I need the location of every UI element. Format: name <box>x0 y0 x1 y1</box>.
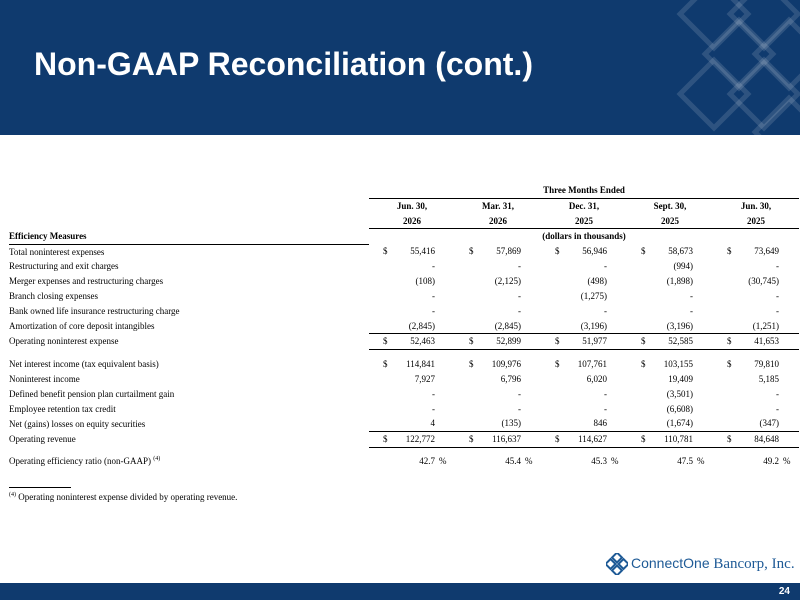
currency-symbol: $ <box>455 334 469 350</box>
currency-symbol: $ <box>469 246 474 257</box>
spacer-cell <box>521 319 541 334</box>
currency-symbol <box>713 274 727 289</box>
spacer-cell <box>607 244 627 259</box>
footnote-marker: (4) <box>9 492 16 498</box>
value-cell: 4 <box>430 418 435 429</box>
spacer-cell <box>693 334 713 350</box>
spacer-cell <box>607 304 627 319</box>
footnote-text: Operating noninterest expense divided by operating revenue. <box>18 492 238 502</box>
currency-symbol <box>369 304 383 319</box>
currency-symbol: $ <box>627 334 641 350</box>
currency-symbol: $ <box>713 334 727 350</box>
value-cell: 51,977 <box>555 334 607 350</box>
row-label: Bank owned life insurance restructuring charge <box>9 305 180 316</box>
currency-symbol: $ <box>713 432 727 448</box>
percent-symbol: % <box>611 456 619 467</box>
value-cell: 5,185 <box>758 374 779 385</box>
ratio-label-cell <box>9 454 369 469</box>
spacer-cell <box>627 454 641 469</box>
currency-symbol <box>455 274 469 289</box>
connectone-logo-icon <box>606 553 628 575</box>
spacer-cell <box>779 259 799 274</box>
row-label: Operating noninterest expense <box>9 336 119 347</box>
value-cell: 107,761 <box>577 359 607 370</box>
currency-symbol <box>455 259 469 274</box>
currency-symbol <box>541 387 555 402</box>
spacer-cell <box>521 259 541 274</box>
spacer-cell <box>521 304 541 319</box>
row-label: Total noninterest expenses <box>9 246 105 257</box>
ratio-label: Operating efficiency ratio (non-GAAP) <box>9 456 152 467</box>
value-cell: - <box>518 291 521 302</box>
currency-symbol <box>541 304 555 319</box>
spacer-cell <box>693 357 713 372</box>
value-cell: - <box>604 403 607 414</box>
value-cell: (1,674) <box>666 418 693 429</box>
currency-symbol <box>627 289 641 304</box>
currency-symbol <box>455 387 469 402</box>
column-header-row <box>9 214 799 229</box>
spacer-cell <box>521 416 541 431</box>
currency-symbol <box>627 319 641 334</box>
currency-symbol: $ <box>627 432 641 448</box>
units-label: (dollars in thousands) <box>542 231 626 242</box>
footnote-divider <box>9 487 71 488</box>
currency-symbol: $ <box>469 359 474 370</box>
percent-symbol: % <box>525 456 533 467</box>
value-cell: (30,745) <box>748 276 779 287</box>
value-cell: - <box>690 291 693 302</box>
currency-symbol <box>455 289 469 304</box>
currency-symbol <box>541 259 555 274</box>
value-cell: 79,810 <box>754 359 779 370</box>
spacer-cell <box>779 372 799 387</box>
spacer-cell <box>521 244 541 259</box>
value-cell: 52,899 <box>469 334 521 350</box>
value-cell: (3,196) <box>666 320 693 331</box>
currency-symbol <box>541 274 555 289</box>
table-row <box>9 372 799 387</box>
currency-symbol <box>455 402 469 417</box>
currency-symbol: $ <box>641 246 646 257</box>
spacer-cell <box>779 319 799 334</box>
spacer-cell <box>435 334 455 350</box>
spacer-cell <box>693 372 713 387</box>
column-header: 2026 <box>455 214 541 229</box>
ratio-value: 49.2 <box>763 456 779 467</box>
page-number: 24 <box>778 586 790 597</box>
currency-symbol <box>369 387 383 402</box>
value-cell: 57,869 <box>496 246 521 257</box>
spacer-cell <box>521 334 541 350</box>
spacer-cell <box>713 454 727 469</box>
value-cell: - <box>776 261 779 272</box>
spacer-cell <box>9 183 369 198</box>
reconciliation-table <box>9 183 799 469</box>
currency-symbol <box>713 416 727 431</box>
column-header: 2025 <box>627 214 713 229</box>
table-row <box>9 334 799 350</box>
company-name <box>631 555 795 573</box>
currency-symbol: $ <box>455 432 469 448</box>
table-row <box>9 319 799 334</box>
table-row <box>9 259 799 274</box>
value-cell: (2,845) <box>408 320 435 331</box>
spacer-cell <box>693 244 713 259</box>
value-cell: 6,796 <box>500 374 521 385</box>
value-cell: (6,608) <box>666 403 693 414</box>
spacer-cell <box>607 259 627 274</box>
spacer-cell <box>435 304 455 319</box>
spacer-cell <box>607 372 627 387</box>
currency-symbol <box>455 304 469 319</box>
value-cell: 110,781 <box>641 432 693 448</box>
spacer-cell <box>541 454 555 469</box>
spacer-cell <box>693 274 713 289</box>
row-label: Net (gains) losses on equity securities <box>9 418 146 429</box>
value-cell: 7,927 <box>414 374 435 385</box>
value-cell: 58,673 <box>668 246 693 257</box>
row-label: Amortization of core deposit intangibles <box>9 320 155 331</box>
currency-symbol: $ <box>369 432 383 448</box>
value-cell: - <box>776 291 779 302</box>
footer-bar <box>0 583 800 600</box>
page-title: Non-GAAP Reconciliation (cont.) <box>34 46 533 82</box>
column-header: 2026 <box>369 214 455 229</box>
value-cell: 114,841 <box>406 359 435 370</box>
spacer-cell <box>693 387 713 402</box>
value-cell: - <box>604 388 607 399</box>
spacer-cell <box>435 274 455 289</box>
spacer-cell <box>779 304 799 319</box>
value-cell: - <box>776 403 779 414</box>
value-cell: - <box>518 305 521 316</box>
company-logo <box>606 553 795 575</box>
value-cell: 103,155 <box>663 359 693 370</box>
group-header-row <box>9 183 799 198</box>
column-header: 2025 <box>713 214 799 229</box>
value-cell: 52,463 <box>383 334 435 350</box>
currency-symbol <box>369 259 383 274</box>
value-cell: 73,649 <box>754 246 779 257</box>
percent-symbol: % <box>439 456 447 467</box>
spacer-cell <box>435 289 455 304</box>
row-label: Net interest income (tax equivalent basis) <box>9 359 159 370</box>
table-row <box>9 416 799 431</box>
value-cell: 6,020 <box>586 374 607 385</box>
spacer-cell <box>521 274 541 289</box>
value-cell: - <box>432 305 435 316</box>
footnote-ref: (4) <box>153 456 161 463</box>
currency-symbol <box>627 274 641 289</box>
spacer-cell <box>779 416 799 431</box>
currency-symbol <box>455 416 469 431</box>
spacer-cell <box>693 402 713 417</box>
column-header: 2025 <box>541 214 627 229</box>
column-header-row <box>9 198 799 213</box>
currency-symbol <box>369 289 383 304</box>
value-cell: 114,627 <box>555 432 607 448</box>
ratio-row <box>9 454 799 469</box>
spacer-cell <box>607 274 627 289</box>
currency-symbol <box>713 304 727 319</box>
currency-symbol <box>627 304 641 319</box>
table-row <box>9 357 799 372</box>
spacer-cell <box>779 387 799 402</box>
percent-symbol: % <box>783 456 791 467</box>
column-header: Jun. 30, <box>740 200 772 211</box>
row-label: Noninterest income <box>9 374 80 385</box>
currency-symbol: $ <box>727 246 732 257</box>
row-label: Operating revenue <box>9 434 76 445</box>
column-header: Mar. 31, <box>482 200 514 211</box>
currency-symbol <box>713 402 727 417</box>
spacer-row <box>9 350 799 358</box>
table-row <box>9 402 799 417</box>
currency-symbol: $ <box>369 334 383 350</box>
value-cell: (2,125) <box>494 276 521 287</box>
value-cell: - <box>432 403 435 414</box>
currency-symbol: $ <box>555 246 560 257</box>
value-cell: (3,196) <box>580 320 607 331</box>
spacer-cell <box>521 402 541 417</box>
row-label: Defined benefit pension plan curtailment gain <box>9 388 175 399</box>
currency-symbol <box>369 274 383 289</box>
currency-symbol: $ <box>727 359 732 370</box>
ratio-value: 42.7 <box>419 456 435 467</box>
spacer-cell <box>779 402 799 417</box>
value-cell: 41,653 <box>727 334 779 350</box>
spacer-cell <box>607 432 627 448</box>
spacer-cell <box>607 289 627 304</box>
value-cell: 122,772 <box>383 432 435 448</box>
currency-symbol: $ <box>383 246 388 257</box>
currency-symbol <box>541 402 555 417</box>
value-cell: (1,251) <box>752 320 779 331</box>
spacer-cell <box>369 454 383 469</box>
currency-symbol <box>713 319 727 334</box>
spacer-cell <box>693 416 713 431</box>
spacer-cell <box>9 214 369 229</box>
currency-symbol <box>713 372 727 387</box>
currency-symbol <box>627 372 641 387</box>
spacer-cell <box>521 432 541 448</box>
spacer-cell <box>779 334 799 350</box>
spacer-cell <box>779 432 799 448</box>
spacer-cell <box>779 289 799 304</box>
currency-symbol <box>627 259 641 274</box>
row-label: Merger expenses and restructuring charges <box>9 276 164 287</box>
company-name-part2: Bancorp, Inc. <box>709 556 795 572</box>
value-cell: (108) <box>415 276 435 287</box>
spacer-cell <box>9 198 369 213</box>
section-row <box>9 229 799 244</box>
group-header: Three Months Ended <box>369 183 799 198</box>
spacer-cell <box>455 454 469 469</box>
currency-symbol <box>369 402 383 417</box>
table-row <box>9 432 799 448</box>
value-cell: 116,637 <box>469 432 521 448</box>
spacer-cell <box>521 387 541 402</box>
spacer-cell <box>435 432 455 448</box>
spacer-cell <box>779 274 799 289</box>
spacer-cell <box>607 334 627 350</box>
spacer-cell <box>521 357 541 372</box>
column-header: Dec. 31, <box>568 200 600 211</box>
spacer-cell <box>435 259 455 274</box>
currency-symbol <box>369 372 383 387</box>
value-cell: 84,648 <box>727 432 779 448</box>
value-cell: 55,416 <box>410 246 435 257</box>
currency-symbol: $ <box>383 359 388 370</box>
row-label: Branch closing expenses <box>9 291 98 302</box>
spacer-cell <box>693 319 713 334</box>
ratio-value: 45.4 <box>505 456 521 467</box>
currency-symbol <box>541 289 555 304</box>
row-label: Employee retention tax credit <box>9 403 116 414</box>
currency-symbol: $ <box>555 359 560 370</box>
spacer-cell <box>607 319 627 334</box>
currency-symbol <box>627 387 641 402</box>
spacer-cell <box>435 357 455 372</box>
currency-symbol <box>713 289 727 304</box>
ratio-value: 45.3 <box>591 456 607 467</box>
value-cell: 109,976 <box>491 359 521 370</box>
company-name-part1: ConnectOne <box>631 555 710 571</box>
spacer-cell <box>693 289 713 304</box>
currency-symbol <box>713 259 727 274</box>
spacer-cell <box>779 357 799 372</box>
row-label: Restructuring and exit charges <box>9 261 119 272</box>
currency-symbol <box>541 372 555 387</box>
value-cell: - <box>518 403 521 414</box>
value-cell: (498) <box>587 276 607 287</box>
value-cell: 56,946 <box>582 246 607 257</box>
spacer-cell <box>435 372 455 387</box>
value-cell: - <box>776 305 779 316</box>
column-header: Sept. 30, <box>653 200 687 211</box>
ratio-value: 47.5 <box>677 456 693 467</box>
spacer-cell <box>521 289 541 304</box>
title-banner <box>0 0 800 135</box>
value-cell: 846 <box>593 418 607 429</box>
table-row <box>9 244 799 259</box>
value-cell: - <box>432 261 435 272</box>
spacer-cell <box>607 416 627 431</box>
value-cell: - <box>690 305 693 316</box>
table-row <box>9 274 799 289</box>
value-cell: 52,585 <box>641 334 693 350</box>
value-cell: (1,275) <box>580 291 607 302</box>
table-row <box>9 304 799 319</box>
currency-symbol <box>369 319 383 334</box>
currency-symbol <box>541 416 555 431</box>
spacer-cell <box>435 244 455 259</box>
table-row <box>9 387 799 402</box>
column-header: Jun. 30, <box>396 200 428 211</box>
currency-symbol <box>627 416 641 431</box>
value-cell: (135) <box>501 418 521 429</box>
spacer-cell <box>607 402 627 417</box>
value-cell: (994) <box>673 261 693 272</box>
currency-symbol <box>713 387 727 402</box>
currency-symbol <box>455 372 469 387</box>
currency-symbol <box>627 402 641 417</box>
currency-symbol <box>541 319 555 334</box>
value-cell: - <box>604 261 607 272</box>
spacer-cell <box>693 432 713 448</box>
spacer-cell <box>521 372 541 387</box>
currency-symbol: $ <box>641 359 646 370</box>
percent-symbol: % <box>697 456 705 467</box>
spacer-cell <box>607 387 627 402</box>
value-cell: - <box>518 261 521 272</box>
value-cell: (2,845) <box>494 320 521 331</box>
spacer-cell <box>435 387 455 402</box>
value-cell: 19,409 <box>668 374 693 385</box>
currency-symbol: $ <box>541 432 555 448</box>
diamond-pattern-icon <box>590 0 800 135</box>
value-cell: - <box>432 291 435 302</box>
currency-symbol: $ <box>541 334 555 350</box>
spacer-cell <box>607 357 627 372</box>
spacer-cell <box>435 402 455 417</box>
currency-symbol <box>455 319 469 334</box>
value-cell: (3,501) <box>666 388 693 399</box>
value-cell: - <box>776 388 779 399</box>
footnote <box>9 492 237 502</box>
value-cell: (347) <box>759 418 779 429</box>
value-cell: (1,898) <box>666 276 693 287</box>
value-cell: - <box>432 388 435 399</box>
spacer-cell <box>779 244 799 259</box>
section-label: Efficiency Measures <box>9 229 369 244</box>
table-row <box>9 289 799 304</box>
spacer-cell <box>435 416 455 431</box>
value-cell: - <box>604 305 607 316</box>
currency-symbol <box>369 416 383 431</box>
value-cell: - <box>518 388 521 399</box>
spacer-cell <box>693 259 713 274</box>
spacer-cell <box>435 319 455 334</box>
spacer-cell <box>693 304 713 319</box>
